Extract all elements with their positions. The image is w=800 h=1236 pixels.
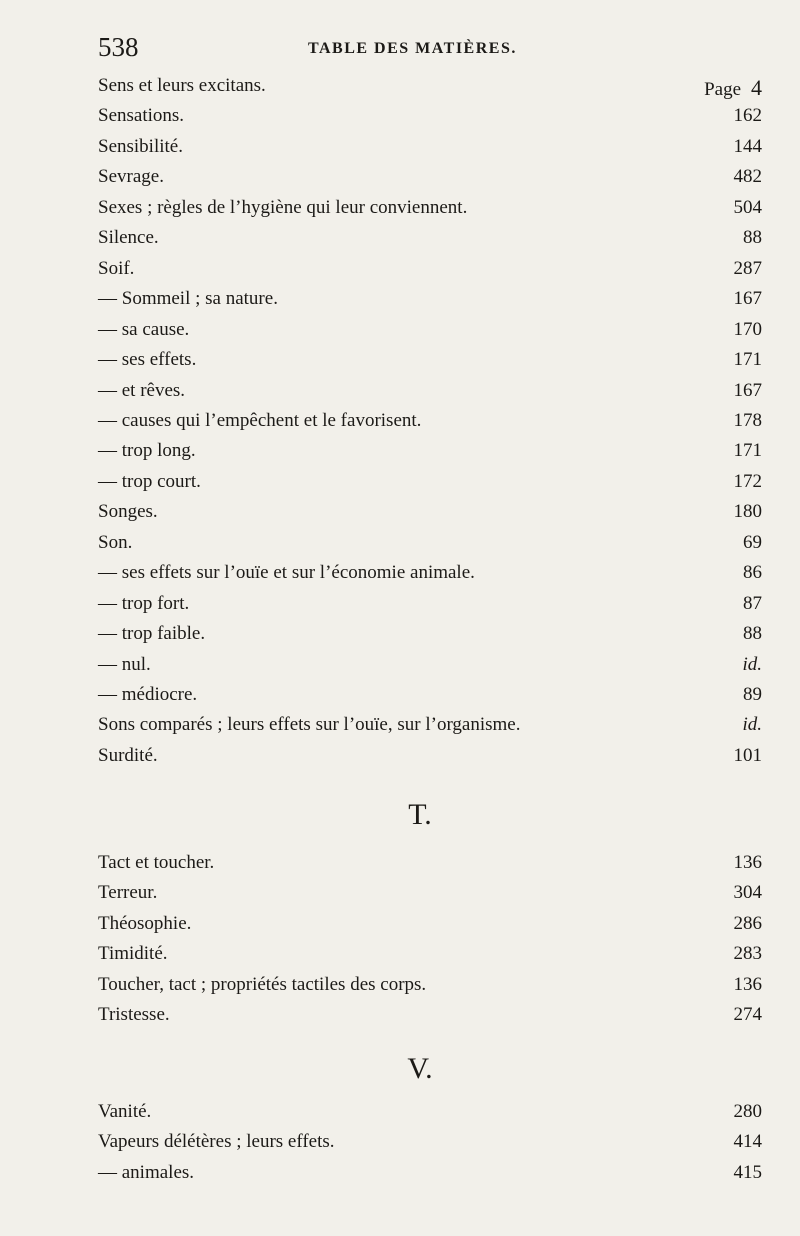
index-entry xyxy=(98,684,766,714)
page-number: 538 xyxy=(98,32,139,62)
entry-page-number: 414 xyxy=(733,1131,762,1153)
index-entry xyxy=(98,882,766,912)
entry-text: — trop long. xyxy=(98,440,196,462)
page-label: Page xyxy=(704,79,741,100)
index-entry xyxy=(98,562,766,592)
index-entry xyxy=(98,1004,766,1034)
index-entry xyxy=(98,1101,766,1131)
entry-page-number: 504 xyxy=(733,196,762,218)
entry-page-number: 171 xyxy=(733,440,762,462)
index-entry xyxy=(98,258,766,288)
index-entry xyxy=(98,745,766,775)
index-entry xyxy=(98,714,766,744)
entry-text: — trop court. xyxy=(98,470,201,492)
index-entry xyxy=(98,852,766,882)
entry-page-number: 171 xyxy=(733,349,762,371)
entry-text: — animales. xyxy=(98,1161,195,1183)
index-entry xyxy=(98,440,766,470)
entry-page-number: 101 xyxy=(733,744,762,766)
entry-page-number: 178 xyxy=(733,409,762,431)
entry-text: — nul. xyxy=(98,653,151,675)
running-head: TABLE DES MATIÈRES. xyxy=(308,40,517,57)
entry-text: Théosophie. xyxy=(98,912,192,934)
entry-text: — trop fort. xyxy=(98,592,190,614)
index-entry xyxy=(98,1162,766,1192)
entry-page-number: 167 xyxy=(733,379,762,401)
entry-page-number: 86 xyxy=(743,562,762,584)
entry-page-number: 136 xyxy=(733,852,762,873)
index-entry xyxy=(98,913,766,943)
entry-text: — et rêves. xyxy=(98,379,186,401)
index-entry xyxy=(98,349,766,379)
entry-page-number: id. xyxy=(742,653,762,675)
entry-text: Surdité. xyxy=(98,744,158,766)
entry-text: — Sommeil ; sa nature. xyxy=(98,288,278,310)
entry-page-number: 88 xyxy=(743,227,762,249)
entry-text: Vanité. xyxy=(98,1101,152,1122)
entry-page-number: 180 xyxy=(733,501,762,523)
entry-page-number: 87 xyxy=(743,592,762,614)
index-entry xyxy=(98,974,766,1004)
entry-page-number xyxy=(704,75,762,101)
entry-text: Tristesse. xyxy=(98,1004,170,1026)
index-entry xyxy=(98,105,766,135)
entry-page-number: 287 xyxy=(733,257,762,279)
entry-page-number: 283 xyxy=(733,943,762,965)
entry-text: Sensations. xyxy=(98,105,185,127)
entry-page-number: 280 xyxy=(733,1101,762,1122)
entry-text: Silence. xyxy=(98,227,159,249)
index-entry xyxy=(98,943,766,973)
index-entry xyxy=(98,501,766,531)
entry-page-number: 172 xyxy=(733,470,762,492)
entry-page-number: 144 xyxy=(733,135,762,157)
index-entry xyxy=(98,227,766,257)
entry-page-number: 89 xyxy=(743,684,762,705)
entry-page-number: 170 xyxy=(733,318,762,340)
entry-text: Sens et leurs excitans. xyxy=(98,75,266,96)
section-letter: V. xyxy=(407,1052,433,1085)
entry-text: Timidité. xyxy=(98,943,168,965)
entry-page-number: 304 xyxy=(733,882,762,904)
index-entry xyxy=(98,319,766,349)
entry-text: — trop faible. xyxy=(98,623,206,645)
entry-text: — médiocre. xyxy=(98,684,198,705)
index-entry xyxy=(98,75,766,105)
page-value: 4 xyxy=(751,75,762,100)
entry-text: Songes. xyxy=(98,501,158,523)
entry-text: Sexes ; règles de l’hygiène qui leur conviennent. xyxy=(98,196,468,218)
index-entry xyxy=(98,197,766,227)
index-entry xyxy=(98,471,766,501)
index-entry xyxy=(98,654,766,684)
entry-text: Toucher, tact ; propriétés tactiles des corps. xyxy=(98,973,427,995)
entry-text: — ses effets sur l’ouïe et sur l’économie animale. xyxy=(98,562,475,584)
entry-text: Sensibilité. xyxy=(98,135,183,157)
entry-text: — causes qui l’empêchent et le favorisent. xyxy=(98,409,422,431)
entry-text: Sons comparés ; leurs effets sur l’ouïe, sur l’organisme. xyxy=(98,714,521,736)
entry-text: Son. xyxy=(98,531,133,553)
entry-text: Sevrage. xyxy=(98,166,164,188)
entry-text: — sa cause. xyxy=(98,318,190,340)
entry-text: Vapeurs délétères ; leurs effets. xyxy=(98,1131,335,1153)
entry-page-number: 482 xyxy=(733,166,762,188)
entry-page-number: 88 xyxy=(743,623,762,645)
index-entry xyxy=(98,288,766,318)
index-entry xyxy=(98,410,766,440)
index-entry xyxy=(98,623,766,653)
entry-text: Soif. xyxy=(98,257,135,279)
entry-text: Tact et toucher. xyxy=(98,852,215,873)
index-entry xyxy=(98,593,766,623)
entry-page-number: 167 xyxy=(733,288,762,310)
entry-page-number: 162 xyxy=(733,105,762,127)
entry-page-number: 415 xyxy=(733,1161,762,1183)
entry-page-number: 136 xyxy=(733,973,762,995)
entry-text: Terreur. xyxy=(98,882,158,904)
index-entry xyxy=(98,1131,766,1161)
entry-page-number: 274 xyxy=(733,1004,762,1026)
entry-page-number: 286 xyxy=(733,912,762,934)
index-entry xyxy=(98,380,766,410)
index-entry xyxy=(98,532,766,562)
entry-page-number: id. xyxy=(742,714,762,736)
entry-text: — ses effets. xyxy=(98,349,197,371)
index-entry xyxy=(98,136,766,166)
entry-page-number: 69 xyxy=(743,531,762,553)
index-entry xyxy=(98,166,766,196)
section-letter: T. xyxy=(408,798,432,831)
